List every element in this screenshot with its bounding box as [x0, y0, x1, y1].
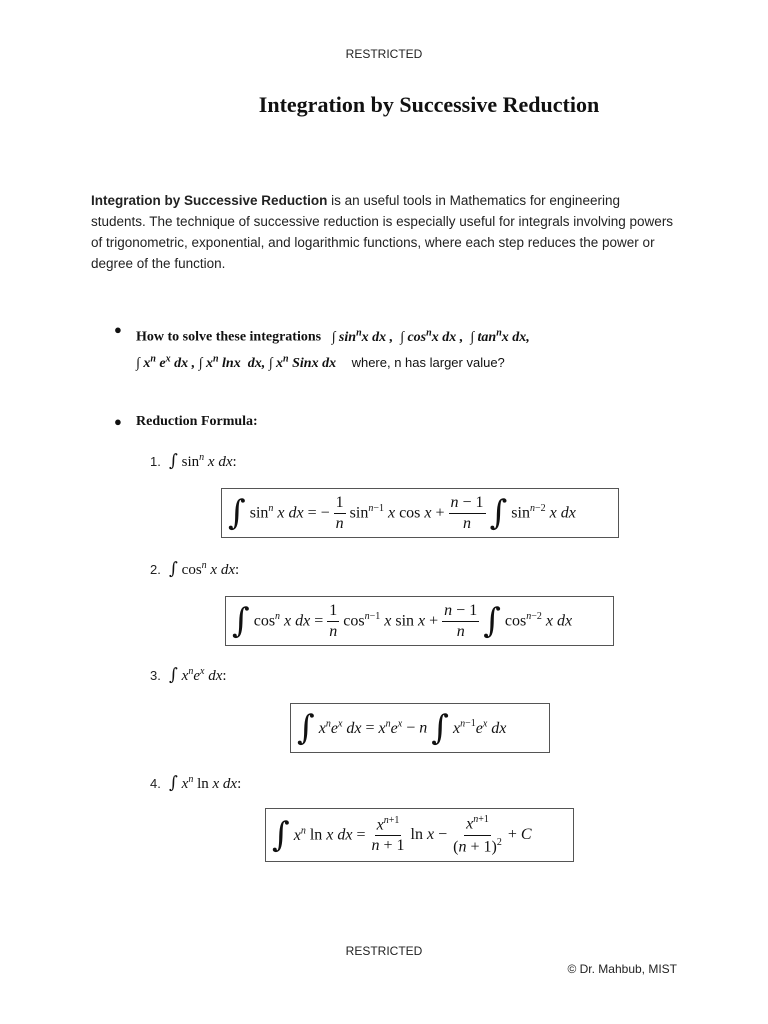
intro-paragraph [91, 190, 676, 274]
bullet-icon: ● [114, 414, 122, 429]
reduction-formula-label: Reduction Formula: [136, 414, 258, 429]
page-title: Integration by Successive Reduction [258, 92, 600, 117]
question-lead: How to solve these integrations [136, 329, 322, 345]
formula-item-3-heading: 3. ∫ $x^ne^x$ dx: [150, 665, 227, 685]
formula-item-1-heading: 1. ∫ $\sin^n x$ dx: [150, 451, 237, 471]
intro-bold-lead: Integration by Successive Reduction [91, 193, 328, 208]
copyright-text: © Dr. Mahbub, MIST [567, 962, 677, 976]
item-number: 3. [150, 668, 161, 683]
bullet-icon: ● [114, 322, 122, 337]
formula-box-exp: ∫ $x^ne^x$ dx = $x^ne^x - n$ ∫ $x^{n-1}e^x$ dx [290, 703, 550, 753]
question-bullet [136, 322, 696, 375]
item-number: 1. [150, 454, 161, 469]
item-number: 4. [150, 776, 161, 791]
intro-text: is an useful tools in Mathematics for engineering students. The technique of successive reduction is especially useful for integrals involving powers of trigonometric, exponential, and logarithmic functions, where each step reduces the power or degree of the function. [91, 193, 674, 271]
formula-item-2-heading: 2. ∫ $\cos^n x$ dx: [150, 559, 240, 579]
formula-box-log: ∫ $x^n$ ln x dx = $\frac{x^{n+1}}{n + 1}$ ln x − $\frac{x^{n+1}}{(n + 1)^2}$ + C [265, 808, 574, 862]
footer-restricted-label: RESTRICTED [345, 944, 423, 958]
item-number: 2. [150, 562, 161, 577]
formula-box-sin: ∫ $\sin^n x$ dx = − $\frac{1}{n}$ $\sin^{n-1} x$ cos x + $\frac{n - 1}{n}$ ∫ $\sin^{n-2} x$ dx [221, 488, 619, 538]
formula-item-4-heading: 4. ∫ $x^n$ ln x dx: [150, 773, 242, 793]
formula-box-cos: ∫ $\cos^n x$ dx = $\frac{1}{n}$ $\cos^{n-1} x$ sin x + $\frac{n - 1}{n}$ ∫ $\cos^{n-2} x$ dx [225, 596, 614, 646]
header-restricted-label: RESTRICTED [345, 47, 423, 61]
question-tail: where, n has larger value? [351, 355, 505, 371]
question-integrals-row2: ∫ $x^n$ $e^x$ dx , ∫ $x^n$ lnx dx, ∫ $x^n$ Sinx dx [136, 353, 337, 372]
question-integrals-row1: ∫ $\sin^nx$ dx , ∫ $\cos^nx$ dx , ∫ $\tan^nx$ dx, [324, 327, 530, 345]
